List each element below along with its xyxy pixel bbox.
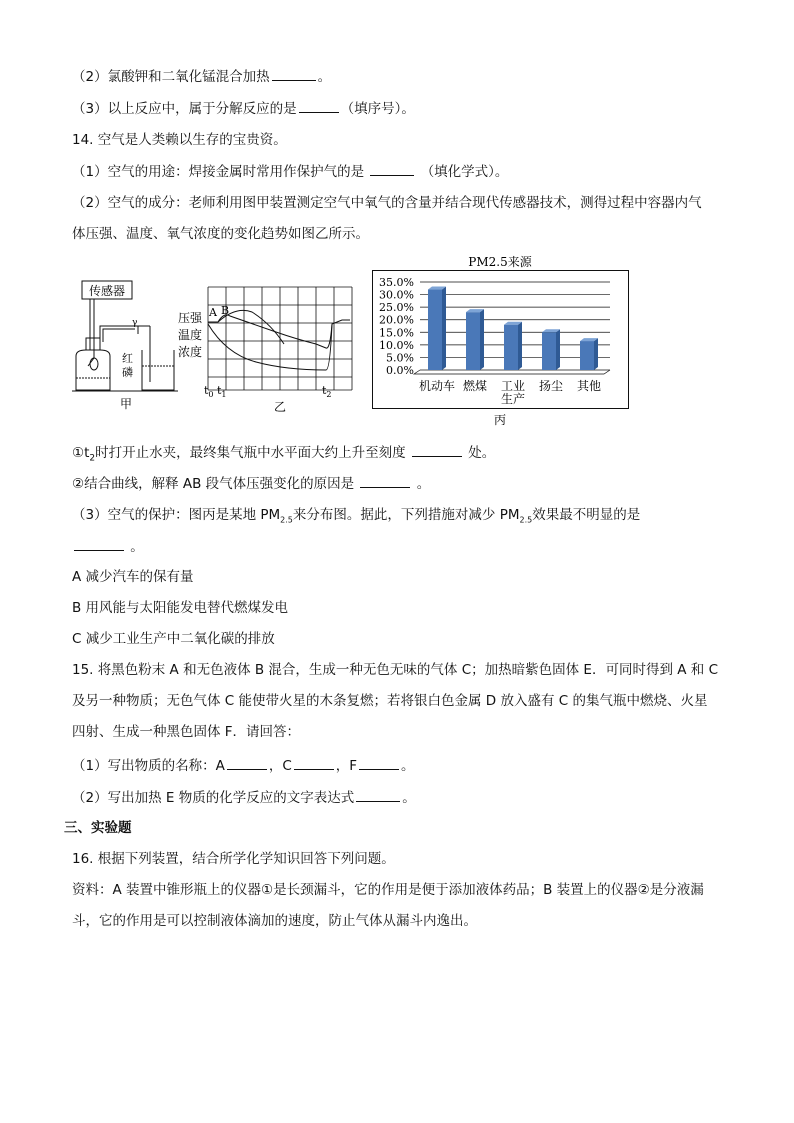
x-tick-label: 机动车: [418, 379, 456, 393]
q14-part3: （3）空气的保护：图丙是某地 $PM_{2.5}$来分布图。据此，下列措施对减少 $PM_{2.5}$效果最不明显的是: [72, 507, 641, 525]
q16-stem: 16. 根据下列装置，结合所学化学知识回答下列问题。: [72, 851, 395, 867]
y-tick-label: 0.0%: [386, 364, 414, 377]
y-tick-label: 10.0%: [379, 338, 414, 352]
y-tick-label: 5.0%: [386, 351, 414, 365]
answer-blank[interactable]: [359, 755, 399, 770]
bar-side: [594, 338, 598, 370]
q14-q2: ②结合曲线，解释 AB 段气体压强变化的原因是 。: [72, 473, 430, 494]
q15-line2: 及另一种物质；无色气体 C 能使带火星的木条复燃；若将银白色金属 D 放入盛有 C 的集气瓶中燃烧、火星: [72, 693, 708, 709]
answer-blank[interactable]: [370, 161, 414, 176]
q14-part2-line1: （2）空气的成分：老师利用图甲装置测定空气中氧气的含量并结合现代传感器技术，测得过程中容器内气: [72, 195, 702, 211]
figure-c-caption: 丙: [493, 413, 507, 427]
q15-part1: （1）写出物质的名称：A ，C ，F 。: [72, 755, 415, 776]
bar-side: [556, 329, 560, 370]
answer-blank[interactable]: [272, 66, 316, 81]
x-tick-label: 工业: [500, 379, 526, 393]
q14-part2-line2: 体压强、温度、氧气浓度的变化趋势如图乙所示。: [72, 226, 369, 242]
q14-part1: （1）空气的用途：焊接金属时常用作保护气的是 （填化学式）。: [72, 161, 508, 182]
apparatus-figure: [72, 278, 180, 412]
answer-blank[interactable]: [74, 536, 124, 551]
q14-part3-blank: 。: [72, 536, 144, 557]
beaker: [142, 350, 174, 390]
bar-side: [480, 309, 484, 370]
q14-stem: 14. 空气是人类赖以生存的宝贵资。: [72, 132, 287, 148]
y-tick-label: 20.0%: [379, 313, 414, 327]
bar: [466, 312, 480, 370]
t1-label: $t_1$: [217, 384, 227, 399]
phosphorus-label-1: 红: [122, 352, 133, 365]
bar-side: [442, 287, 446, 370]
pressure-curve: [208, 315, 350, 348]
q13-part3: （3）以上反应中，属于分解反应的是 （填序号）。: [72, 98, 415, 119]
q16-info-line1: 资料：A 装置中锥形瓶上的仪器①是长颈漏斗，它的作用是便于添加液体药品；B 装置上的仪器②是分液漏: [72, 882, 704, 898]
answer-blank[interactable]: [360, 473, 410, 488]
q15-part2: （2）写出加热 E 物质的化学反应的文字表达式 。: [72, 787, 416, 808]
x-tick-label: 燃煤: [462, 379, 488, 393]
bar: [428, 290, 442, 370]
bar: [504, 325, 518, 370]
section-heading: 三、实验题: [64, 820, 132, 836]
y-label-temperature: 温度: [178, 328, 203, 342]
t2-label: $t_2$: [322, 384, 332, 399]
figure-a-caption: 甲: [119, 397, 133, 411]
svg-text:γ: γ: [132, 318, 138, 328]
figure-b-caption: 乙: [273, 400, 287, 414]
answer-blank[interactable]: [356, 787, 400, 802]
sensor-label: 传感器: [88, 284, 126, 298]
curve-figure: [176, 284, 354, 414]
point-b: B: [221, 304, 230, 317]
point-a: A: [209, 306, 217, 319]
q15-line1: 15. 将黑色粉末 A 和无色液体 B 混合，生成一种无色无味的气体 C；加热暗紫色固体 E．可同时得到 A 和 C: [72, 662, 718, 678]
q13-part2: （2）氯酸钾和二氧化锰混合加热 。: [72, 66, 331, 87]
y-label-concentration: 浓度: [178, 345, 203, 359]
chart-title: PM2.5来源: [468, 255, 532, 269]
q16-info-line2: 斗，它的作用是可以控制液体滴加的速度，防止气体从漏斗内逸出。: [72, 913, 477, 929]
x-tick-label: 扬尘: [538, 379, 564, 393]
q15-line3: 四射、生成一种黑色固体 F．请回答：: [72, 724, 301, 740]
x-tick-label: 其他: [576, 379, 602, 393]
answer-blank[interactable]: [412, 442, 462, 457]
y-tick-label: 30.0%: [379, 288, 414, 302]
pm25-chart: [372, 252, 630, 428]
bar-side: [518, 322, 522, 370]
answer-blank[interactable]: [294, 755, 334, 770]
t0-label: $t_0$: [204, 384, 214, 399]
option-a: A 减少汽车的保有量: [72, 569, 194, 585]
bar: [542, 332, 556, 370]
phosphorus-label-2: 磷: [122, 366, 133, 379]
answer-blank[interactable]: [299, 98, 339, 113]
x-tick-label-line2: 生产: [500, 392, 526, 406]
y-label-pressure: 压强: [178, 311, 203, 325]
oxygen-curve: [208, 324, 332, 370]
option-c: C 减少工业生产中二氧化碳的排放: [72, 631, 275, 647]
y-tick-label: 15.0%: [379, 326, 414, 340]
q14-q1: $①t_2$时打开止水夹，最终集气瓶中水平面大约上升至刻度 处。: [72, 442, 495, 469]
bar: [580, 341, 594, 370]
y-tick-label: 25.0%: [379, 301, 414, 315]
option-b: B 用风能与太阳能发电替代燃煤发电: [72, 600, 289, 616]
answer-blank[interactable]: [227, 755, 267, 770]
y-tick-label: 35.0%: [379, 276, 414, 289]
